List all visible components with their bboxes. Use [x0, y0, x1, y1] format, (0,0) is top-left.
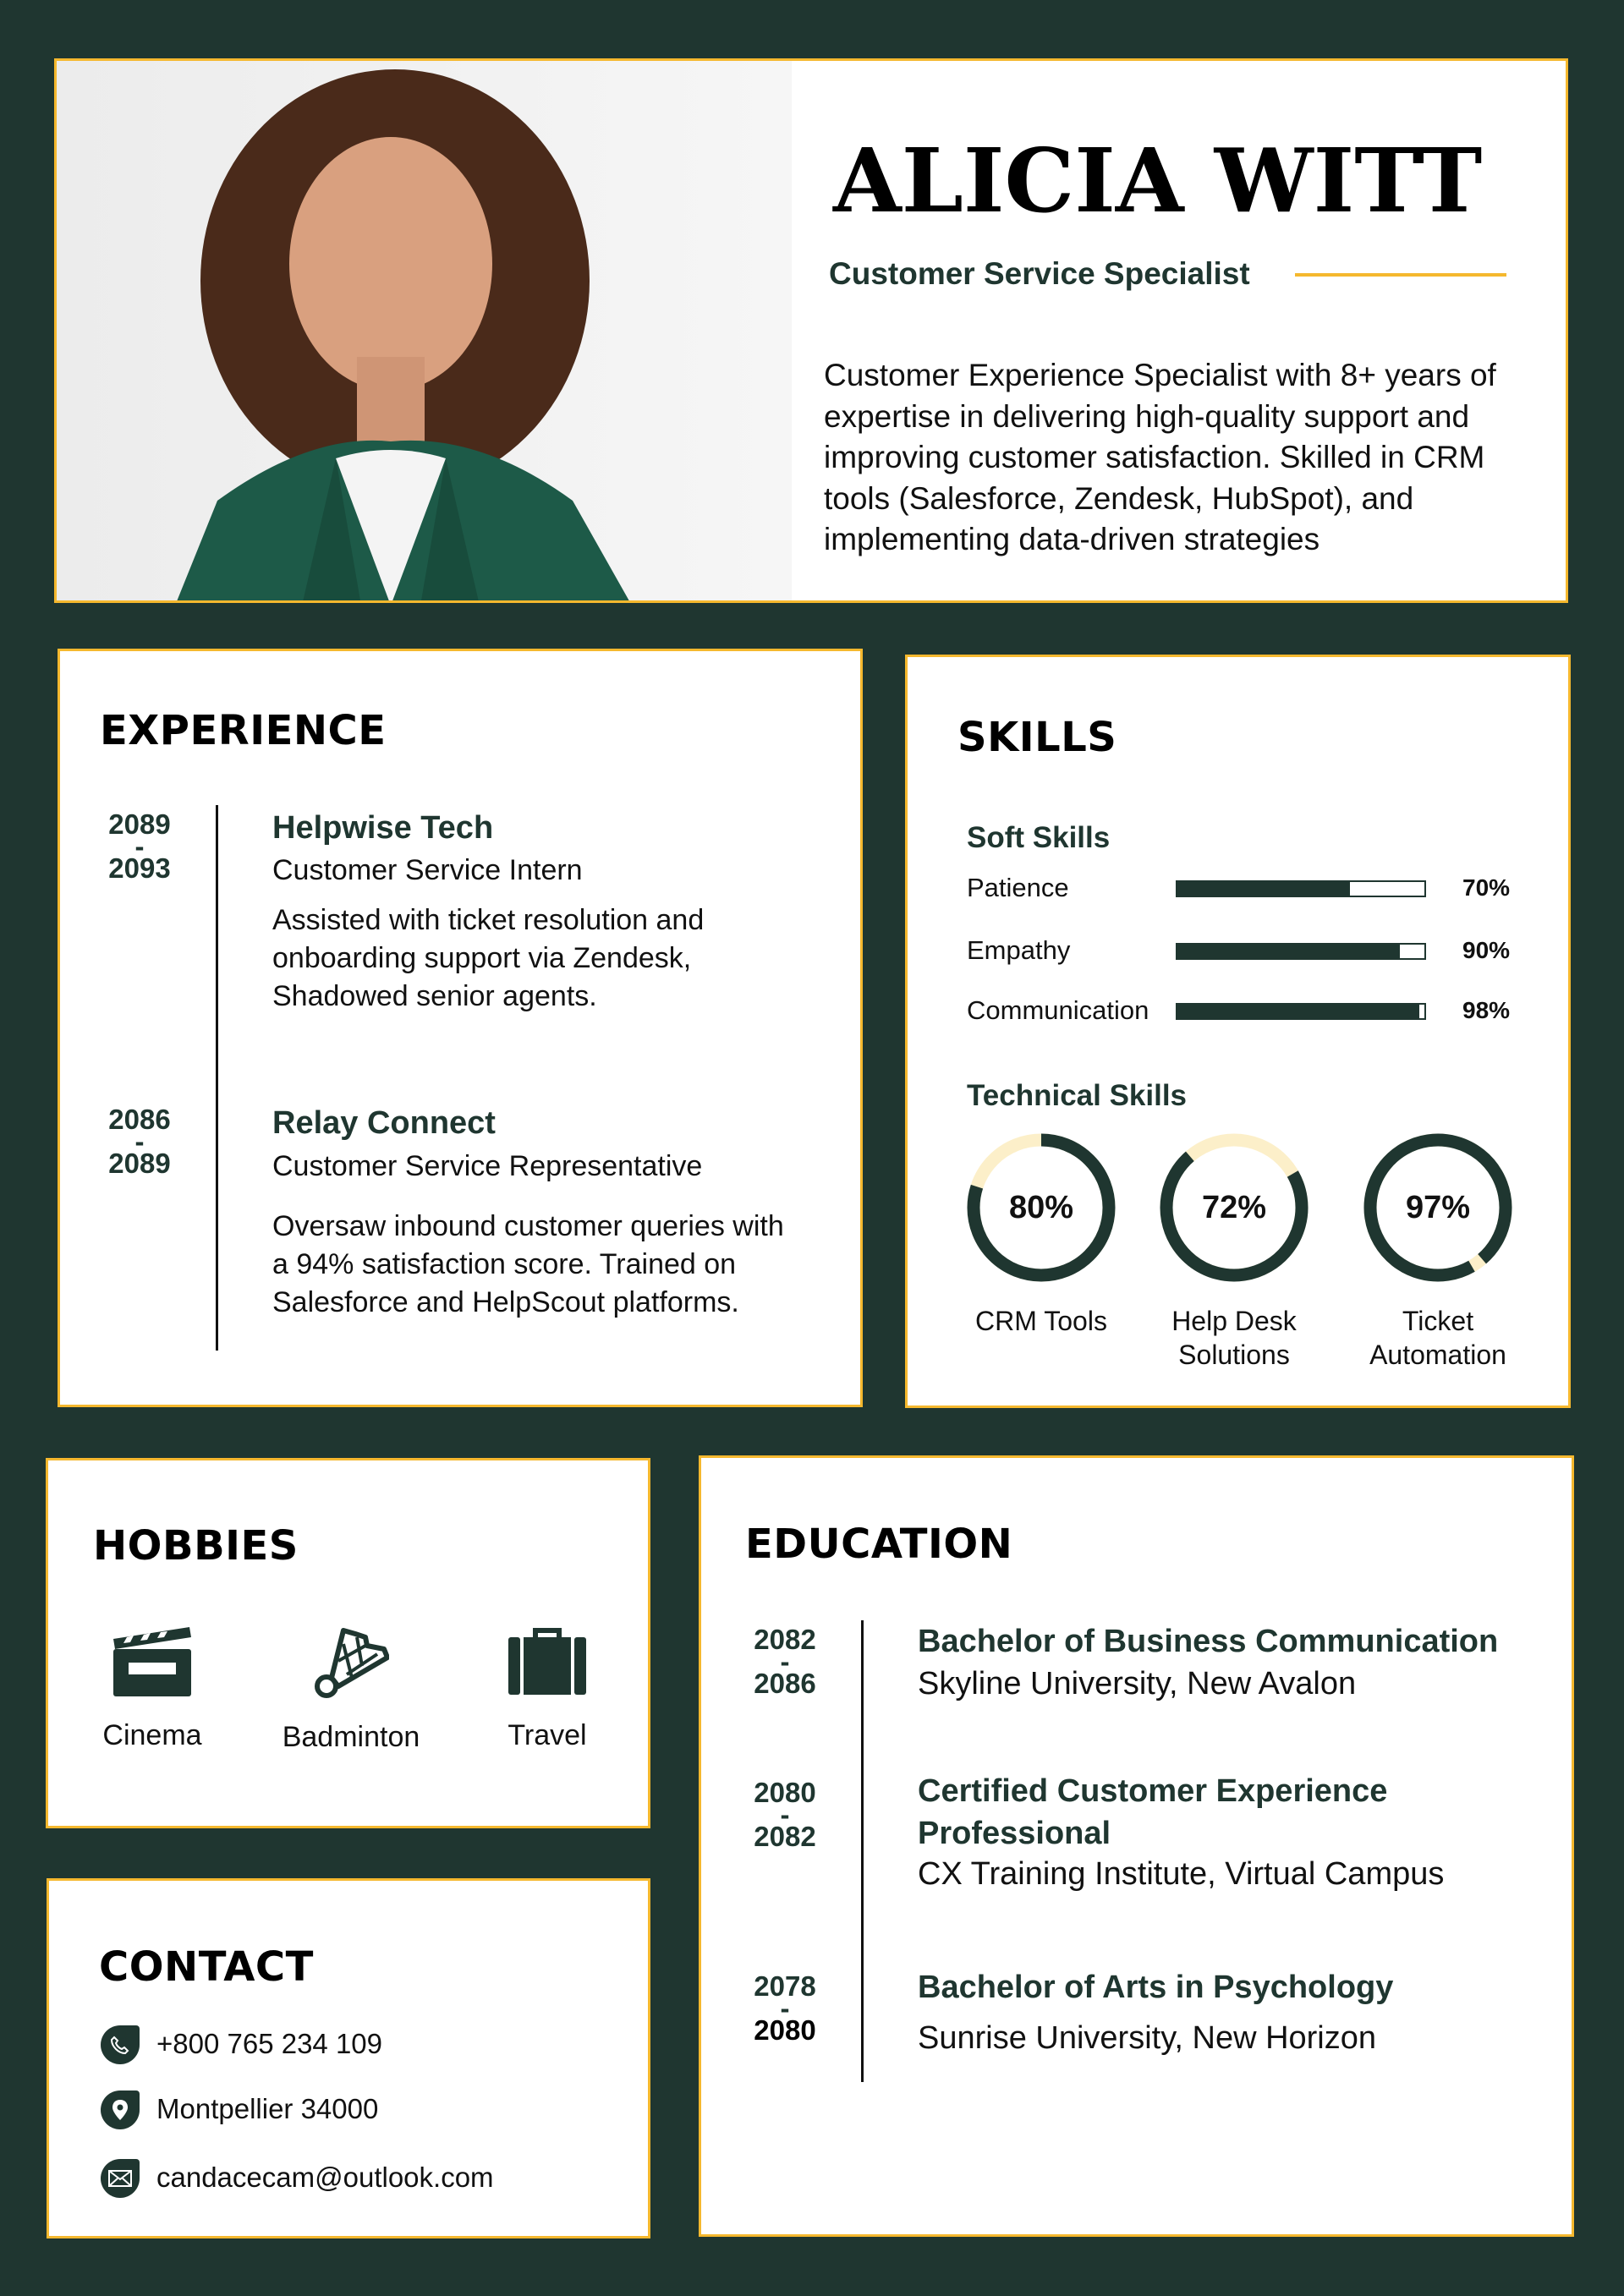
job-role: Customer Service Representative [272, 1150, 703, 1182]
experience-timeline [216, 805, 218, 1351]
soft-skill-percent: 70% [1462, 874, 1511, 901]
contact-heading: CONTACT [99, 1943, 314, 1991]
donut-help-desk [1154, 1127, 1314, 1288]
donut-percent: 80% [1008, 1190, 1074, 1225]
education-timeline [861, 1620, 864, 2082]
summary: Customer Experience Specialist with 8+ years of expertise in delivering high-quality support and improving customer satisfaction. Skilled in CRM tools (Salesforce, Zendesk, HubSpot), and implementing data-driven strategies [824, 358, 1496, 556]
soft-skill-bar [1176, 880, 1426, 897]
job-role: Customer Service Intern [272, 854, 583, 886]
soft-skill-bar [1176, 943, 1426, 960]
school-name: Skyline University, New Avalon [918, 1666, 1357, 1701]
start-year: 2082 [754, 1624, 816, 1655]
end-year: 2089 [108, 1148, 171, 1179]
start-year: 2078 [754, 1970, 816, 2002]
degree-title: Bachelor of Business Communication [918, 1624, 1499, 1659]
bar-fill [1177, 1005, 1419, 1018]
school-name: CX Training Institute, Virtual Campus [918, 1856, 1445, 1892]
soft-skill-percent: 90% [1462, 937, 1511, 963]
contact-phone: +800 765 234 109 [156, 2028, 383, 2059]
technical-skill-name: Help Desk Solutions [1171, 1306, 1297, 1370]
experience-years [102, 810, 178, 883]
clapperboard-icon [112, 1627, 193, 1696]
education-heading: EDUCATION [745, 1521, 1013, 1568]
technical-skills-heading: Technical Skills [967, 1079, 1188, 1112]
skills-card [905, 655, 1571, 1408]
job-description: Oversaw inbound customer queries with a 94% satisfaction score. Trained on Salesforce and HelpScout platforms. [272, 1210, 784, 1318]
soft-skill-name: Communication [967, 995, 1149, 1025]
year-dash: - [780, 1992, 790, 2024]
hobby-label: Travel [508, 1719, 587, 1751]
bar-fill [1177, 882, 1350, 896]
soft-skills-heading: Soft Skills [967, 821, 1111, 854]
company-name: Helpwise Tech [272, 810, 494, 846]
hobby-label: Badminton [282, 1721, 420, 1753]
end-year: 2082 [754, 1821, 816, 1852]
end-year: 2093 [108, 852, 171, 884]
candidate-name: ALICIA WITT [833, 129, 1483, 233]
donut-percent: 72% [1201, 1190, 1267, 1225]
end-year: 2080 [754, 2014, 816, 2046]
location-pin-icon [101, 2091, 140, 2129]
soft-skill-name: Empathy [967, 935, 1071, 965]
education-years [747, 1972, 823, 2045]
start-year: 2086 [108, 1104, 171, 1135]
technical-skill-name: CRM Tools [975, 1306, 1107, 1336]
donut-ticket-automation [1358, 1127, 1518, 1288]
soft-skill-percent: 98% [1462, 997, 1511, 1023]
phone-icon [101, 2025, 140, 2064]
donut-crm-tools [961, 1127, 1122, 1288]
contact-location: Montpellier 34000 [156, 2093, 379, 2124]
hobby-cinema [59, 1627, 245, 1752]
hobbies-heading: HOBBIES [93, 1522, 299, 1570]
start-year: 2080 [754, 1777, 816, 1808]
skills-heading: SKILLS [957, 714, 1117, 761]
soft-skill-bar [1176, 1003, 1426, 1020]
donut-percent: 97% [1405, 1190, 1471, 1225]
hobby-travel [454, 1627, 640, 1752]
bar-fill [1177, 945, 1400, 958]
experience-heading: EXPERIENCE [100, 707, 387, 754]
year-dash: - [780, 1646, 790, 1677]
header-card [54, 58, 1568, 603]
school-name: Sunrise University, New Horizon [918, 2020, 1377, 2056]
profile-photo [57, 61, 792, 603]
education-years [747, 1778, 823, 1851]
degree-title: Certified Customer Experience Professional [918, 1773, 1388, 1851]
soft-skill-name: Patience [967, 873, 1069, 902]
start-year: 2089 [108, 808, 171, 840]
hobby-label: Cinema [102, 1719, 202, 1751]
experience-years [102, 1105, 178, 1178]
contact-email: candacecam@outlook.com [156, 2162, 494, 2193]
company-name: Relay Connect [272, 1105, 496, 1141]
job-description: Assisted with ticket resolution and onboarding support via Zendesk, Shadowed senior agents. [272, 904, 705, 1012]
hobby-badminton [258, 1627, 444, 1754]
job-title: Customer Service Specialist [829, 256, 1250, 291]
year-dash: - [134, 830, 145, 862]
suitcase-icon [507, 1627, 588, 1696]
year-dash: - [780, 1799, 790, 1830]
year-dash: - [134, 1126, 145, 1157]
shuttlecock-icon [313, 1627, 389, 1698]
title-accent-line [1295, 273, 1506, 277]
email-icon [101, 2159, 140, 2198]
education-years [747, 1625, 823, 1698]
end-year: 2086 [754, 1668, 816, 1699]
technical-skill-name: Ticket Automation [1369, 1306, 1506, 1370]
degree-title: Bachelor of Arts in Psychology [918, 1970, 1394, 2005]
